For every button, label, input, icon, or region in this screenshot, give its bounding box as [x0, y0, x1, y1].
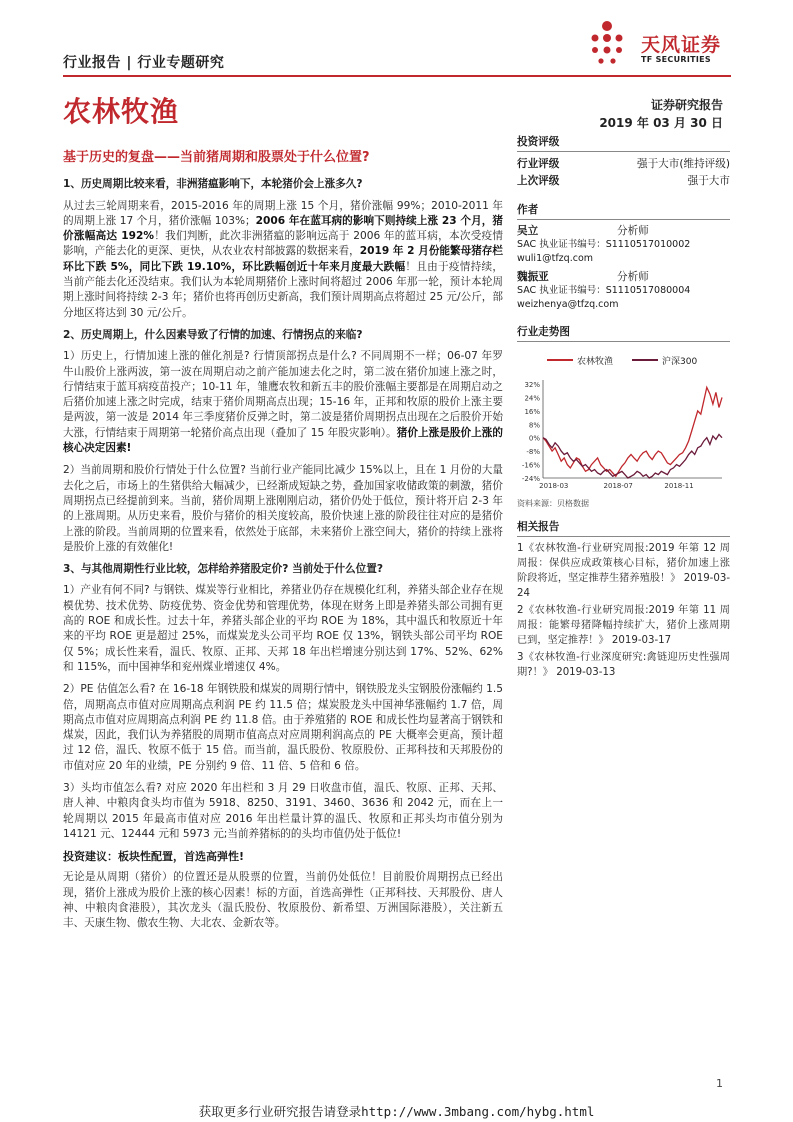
section-3-paragraph-1: 1）产业有何不同? 与钢铁、煤炭等行业相比，养猪业仍存在规模化红利，养猪头部企业存在规模优势、技术优势、防疫优势、资金优势和管理优势，体现在财务上即是养猪头部公司拥有更高的 ROE 和成长性。过去十年，养猪头部企业的平均 ROE 为 18%，其中温氏和牧原近十年来的平均 ROE 更是超过 25%，而煤炭龙头公司平均 ROE 仅 13%，钢铁头部公司平均 ROE 仅 5%；成长性来看，温氏、牧原、正邦、天邦 18 年出栏增速分别达到 17%、52%、62%和 115%，而中国神华和兖州煤业增速仅 4%。 — [63, 584, 503, 673]
related-report-3[interactable]: 3《农林牧渔-行业深度研究:禽链迎历史性强周期?！》 2019-03-13 — [517, 652, 730, 678]
prev-rating-value: 强于大市 — [687, 175, 730, 187]
bold-run: 猪价上涨是股价上涨的核心决定因素! — [63, 426, 503, 455]
author-1 — [517, 224, 730, 266]
side-column — [517, 134, 730, 682]
bold-run: 2006 年在蓝耳病的影响下则持续上涨 23 个月，猪价涨幅高达 192% — [63, 214, 503, 243]
author-2-title: 分析师 — [617, 271, 649, 283]
y-tick-label: 0% — [528, 434, 540, 443]
legend-label: 沪深300 — [662, 357, 698, 367]
author-2-sac: SAC 执业证书编号：S1110517080004 — [517, 285, 691, 296]
y-tick-label: 32% — [524, 381, 540, 389]
logo-chinese-name: 天风证券 — [641, 34, 722, 56]
prev-rating-row — [517, 173, 730, 190]
x-tick-label: 2018-03 — [539, 482, 569, 490]
x-tick-label: 2018-11 — [664, 482, 694, 490]
industry-rating-label: 行业评级 — [517, 158, 560, 170]
trend-chart-svg — [517, 346, 730, 496]
report-category: 行业报告 | 行业专题研究 — [63, 55, 225, 71]
footer-link[interactable]: 获取更多行业研究报告请登录http://www.3mbang.com/hybg.html — [198, 1104, 595, 1119]
trend-heading: 行业走势图 — [517, 324, 730, 342]
related-report-1[interactable]: 1《农林牧渔-行业研究周报:2019 年第 12 周周报：保供应成政策核心目标，猪价加速上涨阶段将近，坚定推荐生猪养殖股！》 2019-03-24 — [517, 543, 730, 599]
chart-source: 资料来源：贝格数据 — [517, 499, 589, 508]
header-divider — [63, 75, 731, 77]
related-report-2[interactable]: 2《农林牧渔-行业研究周报:2019 年第 11 周周报：能繁母猪降幅持续扩大，猪价上涨周期已到，坚定推荐！》 2019-03-17 — [517, 605, 730, 646]
author-2-name: 魏振亚 — [517, 271, 549, 283]
main-column — [63, 150, 503, 939]
bold-run: 2019 年 2 月份能繁母猪存栏环比下跌 5%，同比下跌 19.10%，环比跌幅创近十年来月度最大跌幅 — [63, 245, 503, 273]
author-heading: 作者 — [517, 202, 730, 220]
industry-rating-row — [517, 156, 730, 173]
trend-chart — [517, 346, 730, 496]
y-tick-label: -8% — [526, 448, 540, 457]
y-tick-label: 8% — [528, 421, 540, 430]
author-2-email[interactable]: weizhenya@tfzq.com — [517, 299, 619, 310]
related-heading: 相关报告 — [517, 519, 730, 537]
author-2 — [517, 270, 730, 312]
x-tick-label: 2018-07 — [603, 482, 633, 490]
industry-rating-value: 强于大市(维持评级) — [636, 158, 730, 170]
logo-english-name: TF SECURITIES — [641, 55, 711, 64]
y-tick-label: 16% — [524, 407, 540, 416]
section-3-heading: 3、与其他周期性行业比较，怎样给养猪股定价? 当前处于什么位置? — [63, 563, 383, 576]
page-number: 1 — [716, 1077, 723, 1090]
y-tick-label: -16% — [521, 461, 540, 470]
section-2-paragraph-1 — [63, 349, 503, 456]
industry-title: 农林牧渔 — [63, 95, 180, 128]
section-3-paragraph-3: 3）头均市值怎么看? 对应 2020 年出栏和 3 月 29 日收盘市值，温氏、牧原、正邦、天邦、唐人神、中粮肉食头均市值为 5918、8250、3191、3460、3636 和 2042 元，而在上一轮周期以 2015 年最高市值对应 2016 年出栏量计算的温氏、牧原和正邦头均市值分别为 14121 元、12444 元和 5973 元;当前养猪标的的头均市值仍处于低位! — [63, 781, 503, 840]
report-type: 证券研究报告 — [650, 98, 723, 112]
section-3-paragraph-2: 2）PE 估值怎么看? 在 16-18 年钢铁股和煤炭的周期行情中，钢铁股龙头宝钢股份涨幅约 1.5 倍，周期高点市值对应周期高点利润 PE 约 11.5 倍；煤炭股龙头中国神华涨幅约 1.7 倍，周期高点市值对应周期高点利润 PE 约 11.8 倍。由于养殖猪的 ROE 和成长性均显著高于钢铁和煤炭，因此，我们认为养猪股的周期市值高点对应周期利润高点的 PE 大概率会更高，预计超过 12 倍，温氏、牧原不低于 15 倍。而当前，温氏股份、牧原股份、正邦科技和天邦股份的市值对应 20 年的业绩，PE 分别约 9 倍、11 倍、5 倍和 6 倍。 — [63, 683, 503, 772]
prev-rating-label: 上次评级 — [517, 175, 560, 187]
text-run: ！我们判断，此次非洲猪瘟的影响远高于 2006 年的蓝耳病，本次受疫情影响，产能去化的更深、更快，从农业农村部披露的数据来看， — [63, 230, 503, 258]
legend-label: 农林牧渔 — [577, 357, 614, 367]
section-2-heading: 2、历史周期上，什么因素导致了行情的加速、行情拐点的来临? — [63, 328, 363, 341]
text-run: 从过去三轮周期来看，2015-2016 年的周期上涨 15 个月，猪价涨幅 99%；2010-2011 年的周期上涨 17 个月，猪价涨幅 103%； — [63, 199, 503, 227]
rating-heading: 投资评级 — [517, 134, 730, 152]
report-date: 2019 年 03 月 30 日 — [599, 116, 723, 130]
investment-advice-paragraph: 无论是从周期（猪价）的位置还是从股票的位置，当前仍处低位！目前股价周期拐点已经出现，猪价上涨成为股价上涨的核心因素！标的方面，首选高弹性（正邦科技、天邦股份、唐人神、中粮肉食港股），其次龙头（温氏股份、牧原股份、新希望、万洲国际港股），关注新五丰、天康生物、傲农生物、大北农、金新农等。 — [63, 871, 503, 930]
section-2-paragraph-2: 2）当前周期和股价行情处于什么位置? 当前行业产能同比减少 15%以上，且在 1 月份的大量去化之后，市场上的生猪供给大幅减少，已经渐成短缺之势，叠加国家收储政策的刺激，猪价周期拐点已经提前到来。当前，猪价周期上涨刚刚启动，猪价仍处于低位，预计将开启 2-3 年的上涨周期。从历史来看，股价与猪价的相关度较高，股价快速上涨的阶段往往对应的是猪价上涨的阶段。当前周期的位置来看，依然处于底部，未来猪价上涨空间大，猪价的持续上涨将是股价上涨的有效催化! — [63, 464, 503, 553]
report-title: 基于历史的复盘——当前猪周期和股票处于什么位置? — [63, 150, 370, 165]
series-line — [543, 387, 722, 476]
author-1-name: 吴立 — [517, 225, 539, 237]
author-1-title: 分析师 — [617, 225, 649, 237]
text-run: ！且由于疫情持续，当前产能去化还没结束。我们认为本轮周期猪价上涨时间将超过 2006 年那一轮，预计本轮周期上涨时间将持续 2-3 年；猪价也将再创历史新高，我们预计周期高点将超过 25 元/公斤，部分地区将达到 30 元/公斤。 — [63, 260, 503, 319]
section-1-heading: 1、历史周期比较来看，非洲猪瘟影响下，本轮猪价会上涨多久? — [63, 178, 363, 191]
text-run: 1）历史上，行情加速上涨的催化剂是? 行情顶部拐点是什么? 不同周期不一样；06-07 年罗牛山股价上涨两波，第一波在周期启动之前产能加速去化之时，第二波在猪价加速上涨之时，行情结束于蓝耳病疫苗投产；10-11 年，雏鹰农牧和新五丰的股价涨幅主要都是在周期启动之后猪价加速上涨之时完成，结束于猪价周期高点出现；15-16 年，正邦和牧原的股价上涨主要是两波，第一波是 2014 年三季度猪价反弹之时，第二波是猪价周期拐点出现在之后股价开始大涨，行情结束于周期第一轮猪价高点出现（叠加了 15 年股灾影响）。 — [63, 350, 503, 439]
section-1-paragraph — [63, 199, 503, 321]
y-tick-label: 24% — [524, 394, 540, 403]
author-1-email[interactable]: wuli1@tfzq.com — [517, 253, 594, 264]
y-tick-label: -24% — [521, 475, 540, 483]
author-1-sac: SAC 执业证书编号：S1110517010002 — [517, 239, 691, 250]
investment-advice-heading: 投资建议：板块性配置，首选高弹性! — [63, 850, 245, 864]
